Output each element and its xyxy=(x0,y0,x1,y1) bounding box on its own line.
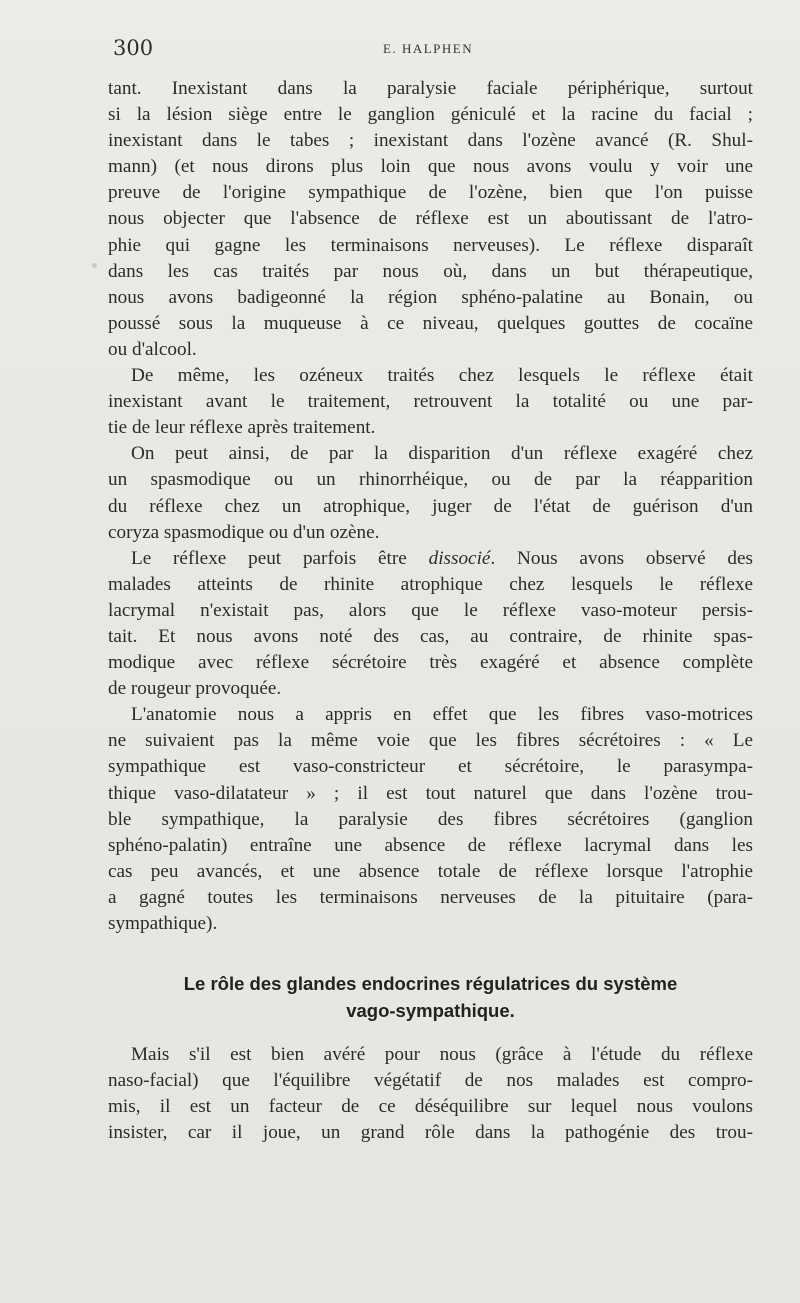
text-line-with-italic xyxy=(108,546,753,572)
text-line: phie qui gagne les terminaisons nerveuses). Le réflexe disparaît xyxy=(108,234,753,256)
text-line: lacrymal n'existait pas, alors que le réflexe vaso-moteur persis- xyxy=(108,599,753,621)
text-line: L'anatomie nous a appris en effet que les fibres vaso-motrices xyxy=(131,704,753,726)
section-heading-line: vago-sympathique. xyxy=(346,1000,515,1021)
text-line: naso-facial) que l'équilibre végétatif de nos malades est compro- xyxy=(108,1070,753,1092)
text-line: De même, les ozéneux traités chez lesquels le réflexe était xyxy=(131,365,753,387)
text-line: tie de leur réflexe après traitement. xyxy=(108,417,376,439)
text-line: sympathique est vaso-constricteur et sécrétoire, le parasympa- xyxy=(108,756,753,778)
text-line: On peut ainsi, de par la disparition d'un réflexe exagéré chez xyxy=(131,443,753,465)
body-text-section-2 xyxy=(108,1042,753,1146)
text-line: poussé sous la muqueuse à ce niveau, quelques gouttes de cocaïne xyxy=(108,312,753,334)
text-line: ne suivaient pas la même voie que les fibres sécrétoires : « Le xyxy=(108,730,753,752)
section-heading-line: Le rôle des glandes endocrines régulatrices du système xyxy=(183,973,678,994)
text-line: sphéno-palatin) entraîne une absence de réflexe lacrymal dans les xyxy=(108,834,753,856)
text-fragment: Le réflexe peut parfois être xyxy=(131,547,429,569)
italic-term: dissocié xyxy=(428,547,491,569)
text-line: tait. Et nous avons noté des cas, au contraire, de rhinite spas- xyxy=(108,625,753,647)
text-line: nous avons badigeonné la région sphéno-palatine au Bonain, ou xyxy=(108,286,753,308)
text-line: nous objecter que l'absence de réflexe est un aboutissant de l'atro- xyxy=(108,208,753,230)
text-line: sympathique). xyxy=(108,913,218,934)
text-line: malades atteints de rhinite atrophique chez lesquels le réflexe xyxy=(108,573,753,595)
text-line: un spasmodique ou un rhinorrhéique, ou de par la réapparition xyxy=(108,469,753,491)
text-line: tant. Inexistant dans la paralysie faciale périphérique, surtout xyxy=(108,78,753,99)
text-line: mis, il est un facteur de ce déséquilibre sur lequel nous voulons xyxy=(108,1096,753,1118)
text-line: mann) (et nous dirons plus loin que nous avons voulu y voir une xyxy=(108,156,753,178)
text-fragment: . Nous avons observé des xyxy=(490,547,753,569)
text-line: du réflexe chez un atrophique, juger de l'état de guérison d'un xyxy=(108,495,753,517)
text-line: modique avec réflexe sécrétoire très exagéré et absence complète xyxy=(108,652,753,674)
text-line: inexistant dans le tabes ; inexistant dans l'ozène avancé (R. Shul- xyxy=(108,130,753,152)
text-line: ble sympathique, la paralysie des fibres sécrétoires (ganglion xyxy=(108,808,753,830)
section-heading xyxy=(108,970,753,1024)
text-line: inexistant avant le traitement, retrouvent la totalité ou une par- xyxy=(108,391,753,413)
text-line: si la lésion siège entre le ganglion géniculé et la racine du facial ; xyxy=(108,104,753,126)
running-head: E. HALPHEN xyxy=(383,41,474,56)
text-line: thique vaso-dilatateur » ; il est tout naturel que dans l'ozène trou- xyxy=(108,782,753,804)
text-line: preuve de l'origine sympathique de l'ozène, bien que l'on puisse xyxy=(108,182,753,204)
text-line: cas peu avancés, et une absence totale de réflexe lorsque l'atrophie xyxy=(108,860,753,882)
text-line: insister, car il joue, un grand rôle dans la pathogénie des trou- xyxy=(108,1122,753,1144)
text-line: dans les cas traités par nous où, dans un but thérapeutique, xyxy=(108,260,753,282)
page-header xyxy=(113,36,753,60)
text-line: a gagné toutes les terminaisons nerveuses de la pituitaire (para- xyxy=(108,886,753,908)
text-line: de rougeur provoquée. xyxy=(108,678,282,700)
text-line: coryza spasmodique ou d'un ozène. xyxy=(108,521,380,543)
paper-speck xyxy=(92,263,97,268)
text-line: ou d'alcool. xyxy=(108,338,197,360)
text-line: Mais s'il est bien avéré pour nous (grâce à l'étude du réflexe xyxy=(131,1044,753,1065)
page-number: 300 xyxy=(113,36,154,60)
body-text-section-1 xyxy=(108,76,753,937)
